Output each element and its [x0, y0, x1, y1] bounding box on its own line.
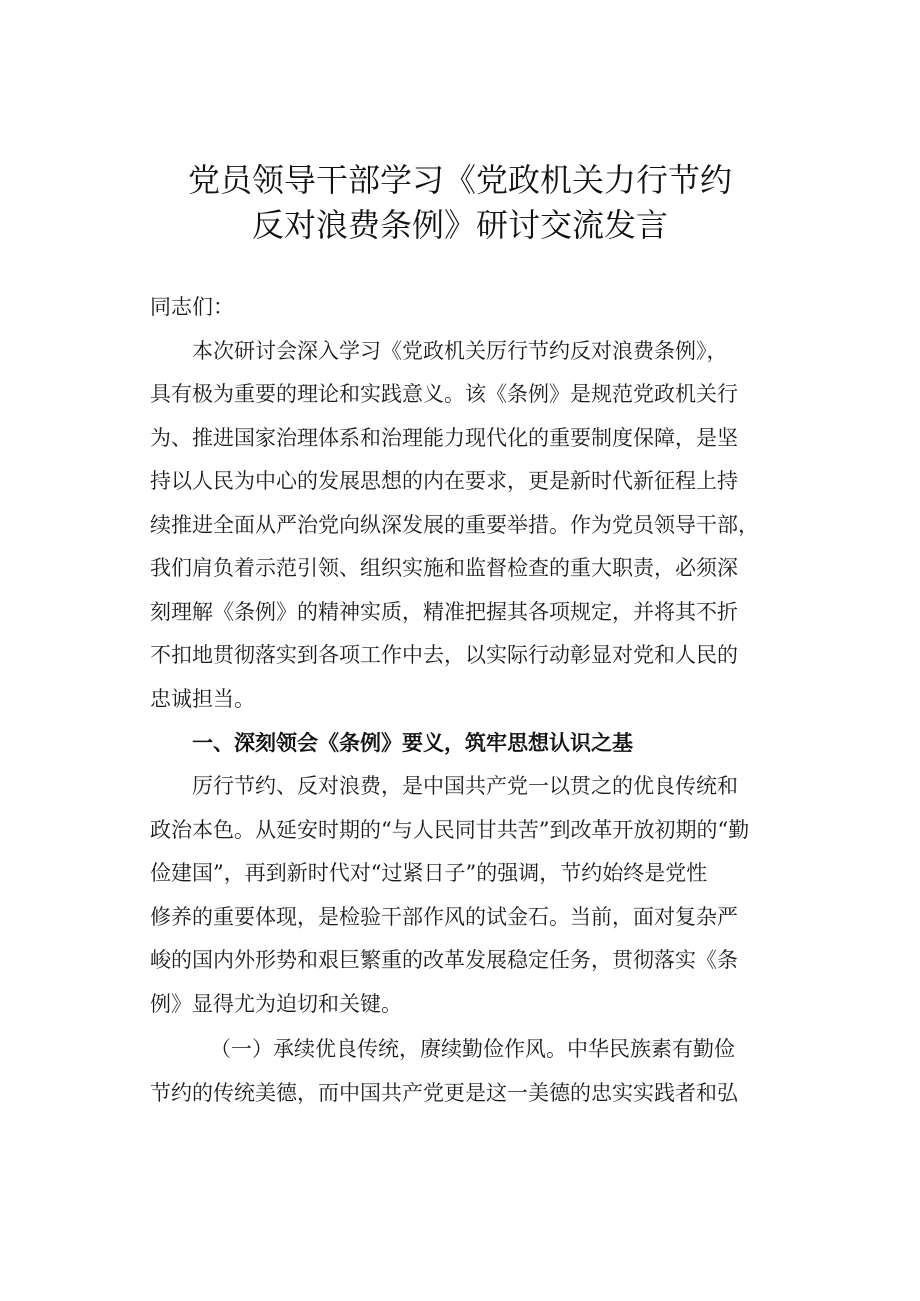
paragraph-line: 节约的传统美德，而中国共产党更是这一美德的忠实实践者和弘: [150, 1081, 738, 1105]
paragraph-line: 续推进全面从严治党向纵深发展的重要举措。作为党员领导干部，: [150, 513, 759, 537]
paragraph-line: 忠诚担当。: [150, 687, 255, 711]
document-title-line-2: 反对浪费条例》研讨交流发言: [251, 206, 668, 244]
paragraph-line: 持以人民为中心的发展思想的内在要求，更是新时代新征程上持: [150, 469, 738, 493]
paragraph-line: 修养的重要体现，是检验干部作风的试金石。当前，面对复杂严: [150, 905, 738, 929]
paragraph-line: 为、推进国家治理体系和治理能力现代化的重要制度保障，是坚: [150, 426, 738, 450]
paragraph-line: 本次研讨会深入学习《党政机关厉行节约反对浪费条例》，: [192, 339, 728, 363]
paragraph-line: 政治本色。从延安时期的“与人民同甘共苦”到改革开放初期的“勤: [150, 818, 750, 842]
paragraph-line: 我们肩负着示范引领、组织实施和监督检查的重大职责，必须深: [150, 556, 738, 580]
salutation: 同志们：: [150, 295, 234, 319]
subsection-line: （一）承续优良传统，赓续勤俭作风。中华民族素有勤俭: [210, 1037, 735, 1061]
paragraph-line: 峻的国内外形势和艰巨繁重的改革发展稳定任务，贯彻落实《条: [150, 948, 738, 972]
section-heading: 一、深刻领会《条例》要义，筑牢思想认识之基: [192, 731, 633, 755]
paragraph-line: 厉行节约、反对浪费，是中国共产党一以贯之的优良传统和: [192, 774, 738, 798]
paragraph-line: 例》显得尤为迫切和关键。: [150, 992, 402, 1016]
paragraph-line: 俭建国”，再到新时代对“过紧日子”的强调，节约始终是党性: [150, 861, 708, 885]
paragraph-line: 刻理解《条例》的精神实质，精准把握其各项规定，并将其不折: [150, 600, 738, 624]
document-title-line-1: 党员领导干部学习《党政机关力行节约: [187, 161, 732, 199]
paragraph-line: 具有极为重要的理论和实践意义。该《条例》是规范党政机关行: [150, 382, 738, 406]
paragraph-line: 不扣地贯彻落实到各项工作中去，以实际行动彰显对党和人民的: [150, 643, 738, 667]
